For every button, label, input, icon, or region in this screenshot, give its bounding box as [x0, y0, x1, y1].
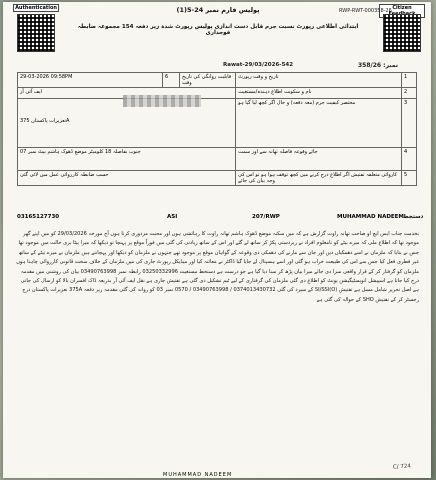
row-label: مختصر کیفیت جرم (معہ دفعہ) و حال اگر کچھ لیا گیا ہو	[236, 99, 402, 148]
fir-number: نمبر: 358/26	[358, 62, 399, 69]
date-place: Rawat-29/03/2026-542	[223, 62, 294, 68]
form-subtitle: ابتدائی اطلاعی رپورٹ نسبت جرم قابل دست اندازی پولیس رپورٹ شدہ زیر دفعہ 154 مجموعہ ضابطہ فوجداری	[77, 24, 359, 36]
row-number: 1	[402, 73, 417, 88]
footer-officer-name: MUHAMMAD NADEEM	[163, 472, 233, 478]
table-row	[18, 171, 417, 186]
officer-belt: 207/RWP	[252, 214, 280, 220]
offence-value: تعزیرات پاکستان 375A	[18, 99, 236, 148]
report-datetime-value: 29-03-2026 09:58PM	[18, 73, 163, 88]
officer-name: MUHAMMAD NADEEM	[337, 214, 404, 220]
fir-details-table	[17, 72, 417, 186]
citizen-feedback-qr-code[interactable]	[383, 14, 421, 52]
row-label: جائے وقوعہ فاصلہ تھانہ سے اور سمت	[236, 148, 402, 171]
row-label: تاریخ و وقت رپورٹ	[236, 73, 402, 88]
complaint-body-text: بخدمت جناب ایس ایچ او صاحب تھانہ راوت گزارش ہے کہ میں سکنہ موضع ڈھوک ہاشم تھانہ راوت کا رہائشی ہوں اور محنت مزدوری کرتا ہوں آج مورخہ 29/03/2026 کو میں اپنے گھر موجود تھا کہ اطلاع ملی کہ میرے بیٹے کو نامعلوم افراد نے زبردستی پکڑ کر ساتھ لے گئے اور اس کے ساتھ زیادتی کی گئی میں فوراً موقع پر پہنچا تو دیکھا کہ میرا بیٹا بری حالت میں موجود تھا جس نے بتایا کہ ملزمان نے اسے دھمکیاں دیں اور جان سے مارنے کی دھمکی دی وقوعہ کے گواہان موقع پر موجود تھے جنہوں نے ملزمان کو دیکھا اور پہچانتے ہیں ملزمان نے میرے بیٹے کے ساتھ غیر فطری فعل کیا جس سے اس کی طبیعت خراب ہو گئی اور اسے ہسپتال لے جایا گیا ڈاکٹر نے معائنہ کیا اور میڈیکل رپورٹ جاری کی میں ملزمان کے خلاف سخت قانونی کارروائی چاہتا ہوں ملزمان کو گرفتار کر کے قرار واقعی سزا دی جائے میرا بیان پڑھ کر سنا دیا گیا ہے جو درست ہے دستخط مستغیث 03250332996 رابطہ نمبر 03490763998 بیان کی روشنی میں مقدمہ درج کیا جاتا ہے اسپیشل انویسٹیگیشن یونٹ کو اطلاع دی گئی ملزمان کی گرفتاری کے لیے ٹیم تشکیل دی گئی ہے تفتیش جاری ہے نقل ایف آئی آر بذریعہ ڈاک افسران بالا کو ارسال کی جاتی ہے اصل تحریر شامل مسل ہے تفتیش SI/SSI(O) کے سپرد کی گئی 0374013430732 / 03490763998 / 0570 نمبر 03 کو روانہ کی گئی مقدمہ زیر دفعہ 375A تعزیرات پاکستان درج رجسٹر کر کے تفتیش SHO کے حوالہ کی گئی ہے	[16, 231, 419, 303]
table-row	[18, 88, 417, 99]
form-title: پولیس فارم نمبر 24-5(1)	[176, 6, 260, 14]
table-row	[18, 73, 417, 88]
row-number: 4	[402, 148, 417, 171]
row-number: 3	[402, 99, 417, 148]
row-number: 6	[163, 73, 180, 88]
table-row	[18, 148, 417, 171]
dispatch-value: ایف آئی آر	[20, 89, 42, 95]
fir-code: RWP-RWT-000358-26	[339, 8, 392, 14]
row-label: نام و سکونت اطلاع دہندہ/مستغیث	[236, 88, 402, 99]
row-number: 5	[402, 171, 417, 186]
officer-phone: 03165127730	[17, 214, 60, 220]
fir-document	[3, 2, 431, 478]
page-stamp: C/ 724	[392, 463, 412, 471]
row-label: کاروائی متعلقہ تفتیش اگر اطلاع درج کرنے میں کچھ توقف ہوا ہو تو اس کی وجہ بیان کی جائے	[236, 171, 402, 186]
authentication-qr-code[interactable]	[17, 14, 55, 52]
row-number: 2	[402, 88, 417, 99]
table-row	[18, 99, 417, 148]
delay-value: حسب ضابطہ کارروائی عمل میں لائی گئی	[18, 171, 236, 186]
officer-rank: ASI	[167, 214, 178, 220]
officer-signature-row	[17, 214, 424, 224]
sign-label: دستخط	[403, 214, 424, 220]
authentication-label: Authentication	[13, 4, 59, 12]
row-label: قابلیت روانگی کی تاریخ وقت	[180, 73, 236, 88]
citizen-feedback-label: Citizen	[379, 4, 425, 18]
redacted-name-block	[123, 95, 201, 107]
location-value: جنوب بفاصلہ 18 کلومیٹر موضع ڈھوک ہاشم بیٹ نمبر 07	[18, 148, 236, 171]
